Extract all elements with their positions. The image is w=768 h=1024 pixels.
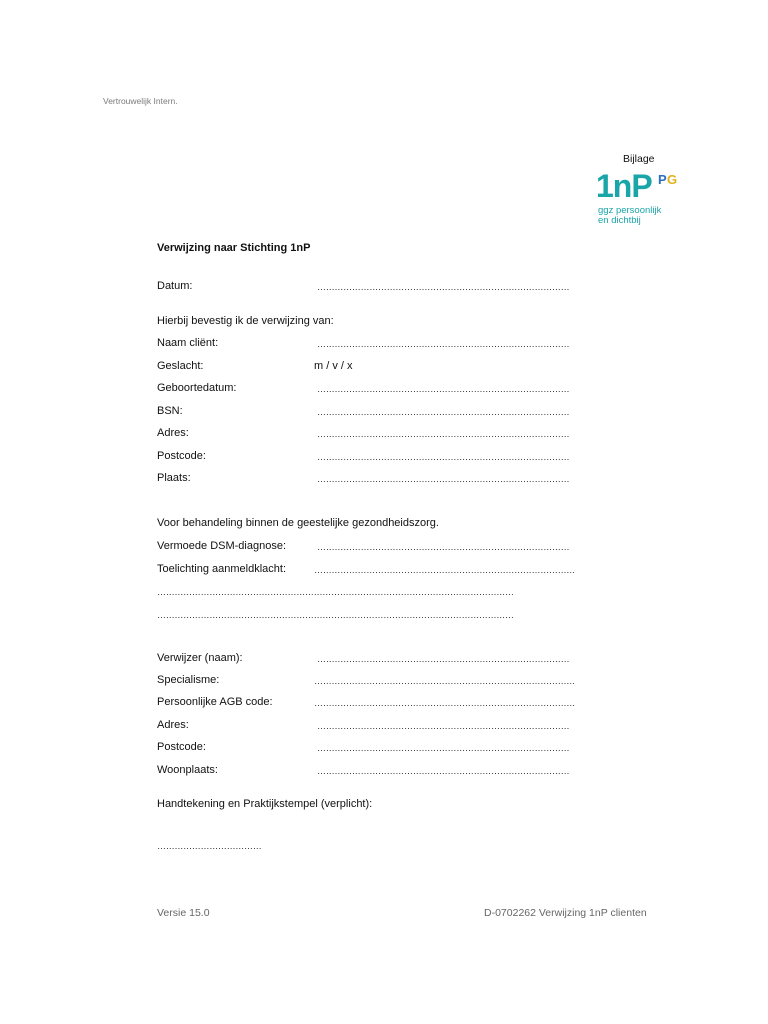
verwijzer-label: Verwijzer (naam): <box>157 652 243 664</box>
datum-label: Datum: <box>157 280 193 292</box>
logo-main-text: 1nP <box>596 168 652 204</box>
naam-client-label: Naam cliënt: <box>157 337 219 349</box>
bsn-field[interactable]: …………………………………………………………………………… <box>317 407 570 417</box>
postcode-client-label: Postcode: <box>157 450 206 462</box>
agb-code-field[interactable]: ……………………………………………………………………………… <box>314 698 576 708</box>
agb-code-label: Persoonlijke AGB code: <box>157 696 273 708</box>
geslacht-options[interactable]: m / v / x <box>314 360 353 372</box>
company-logo <box>596 170 696 230</box>
postcode-client-field[interactable]: …………………………………………………………………………… <box>317 452 570 462</box>
verwijzer-field[interactable]: …………………………………………………………………………… <box>317 654 570 664</box>
signature-field[interactable]: ……………………………… <box>157 841 262 851</box>
signature-label: Handtekening en Praktijkstempel (verplicht): <box>157 798 373 810</box>
logo-g-letter: G <box>667 172 678 187</box>
specialisme-label: Specialisme: <box>157 674 220 686</box>
toelichting-field[interactable]: ……………………………………………………………………………… <box>314 565 576 575</box>
toelichting-label: Toelichting aanmeldklacht: <box>157 563 287 575</box>
toelichting-line-1[interactable]: …………………………………………………………………………………………………………… <box>157 587 514 597</box>
toelichting-line-2[interactable]: …………………………………………………………………………………………………………… <box>157 610 514 620</box>
plaats-label: Plaats: <box>157 472 191 484</box>
plaats-field[interactable]: …………………………………………………………………………… <box>317 474 570 484</box>
adres-verwijzer-field[interactable]: …………………………………………………………………………… <box>317 721 570 731</box>
naam-client-field[interactable]: …………………………………………………………………………… <box>317 339 570 349</box>
intro-text: Hierbij bevestig ik de verwijzing van: <box>157 315 334 327</box>
adres-verwijzer-label: Adres: <box>157 719 189 731</box>
footer-version: Versie 15.0 <box>157 907 210 919</box>
logo-subtitle-line1: ggz persoonlijk <box>598 205 662 216</box>
dsm-field[interactable]: …………………………………………………………………………… <box>317 542 570 552</box>
bsn-label: BSN: <box>157 405 183 417</box>
geboortedatum-field[interactable]: …………………………………………………………………………… <box>317 384 570 394</box>
adres-client-label: Adres: <box>157 427 189 439</box>
form-title: Verwijzing naar Stichting 1nP <box>157 242 311 254</box>
postcode-verwijzer-label: Postcode: <box>157 741 206 753</box>
footer-document-id: D-0702262 Verwijzing 1nP clienten <box>484 907 647 919</box>
geboortedatum-label: Geboortedatum: <box>157 382 237 394</box>
logo-p-letter: P <box>658 172 667 187</box>
dsm-label: Vermoede DSM-diagnose: <box>157 540 287 552</box>
geslacht-label: Geslacht: <box>157 360 204 372</box>
adres-client-field[interactable]: …………………………………………………………………………… <box>317 429 570 439</box>
logo-pg-mark <box>658 173 680 187</box>
woonplaats-field[interactable]: …………………………………………………………………………… <box>317 766 570 776</box>
woonplaats-label: Woonplaats: <box>157 764 218 776</box>
confidentiality-label: Vertrouwelijk Intern. <box>103 96 178 106</box>
datum-field[interactable]: …………………………………………………………………………… <box>317 282 570 292</box>
logo-subtitle-line2: en dichtbij <box>598 215 641 226</box>
specialisme-field[interactable]: ……………………………………………………………………………… <box>314 676 576 686</box>
bijlage-label: Bijlage <box>623 153 655 165</box>
logo-subtitle <box>598 206 661 226</box>
treatment-heading: Voor behandeling binnen de geestelijke gezondheidszorg. <box>157 517 439 529</box>
postcode-verwijzer-field[interactable]: …………………………………………………………………………… <box>317 743 570 753</box>
